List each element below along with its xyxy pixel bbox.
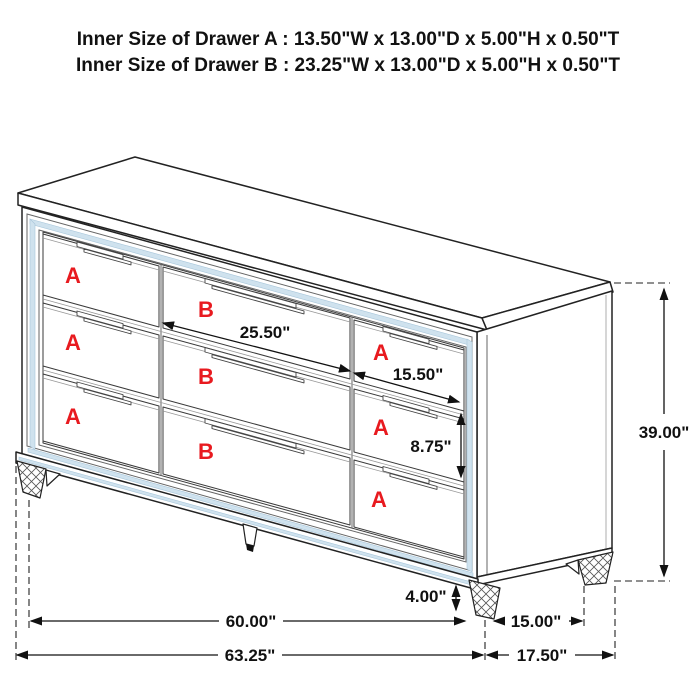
svg-text:15.50": 15.50" bbox=[392, 365, 444, 384]
svg-text:15.00": 15.00" bbox=[510, 612, 562, 631]
dim-depth-leg-span bbox=[494, 612, 582, 631]
blue-inlay-left bbox=[30, 219, 35, 450]
header-note bbox=[76, 29, 620, 76]
dim-overall-height bbox=[639, 289, 690, 576]
svg-text:17.50": 17.50" bbox=[516, 646, 568, 665]
blue-inlay-right bbox=[467, 339, 472, 572]
side-face bbox=[477, 291, 612, 577]
drawer-b-inner-size-text: Inner Size of Drawer B : 23.25"W x 13.00"D x 5.00"H x 0.50"T bbox=[76, 55, 620, 76]
drawer-a-inner-size-text: Inner Size of Drawer A : 13.50"W x 13.00"D x 5.00"H x 0.50"T bbox=[76, 29, 620, 50]
label-drawer-b: B bbox=[198, 364, 214, 389]
dim-overall-depth bbox=[487, 646, 613, 665]
dim-overall-width bbox=[17, 646, 483, 665]
label-drawer-a: A bbox=[65, 330, 81, 355]
svg-text:25.50": 25.50" bbox=[239, 323, 291, 342]
svg-text:8.75": 8.75" bbox=[410, 437, 452, 456]
label-drawer-b: B bbox=[198, 439, 214, 464]
label-drawer-a: A bbox=[65, 404, 81, 429]
dresser-side-panel bbox=[477, 291, 612, 585]
label-drawer-a: A bbox=[65, 263, 81, 288]
label-drawer-a: A bbox=[373, 340, 389, 365]
dim-leg-height bbox=[405, 586, 456, 610]
label-drawer-a: A bbox=[373, 415, 389, 440]
front-middle-leg bbox=[243, 524, 257, 552]
svg-text:60.00": 60.00" bbox=[225, 612, 277, 631]
label-drawer-a: A bbox=[371, 487, 387, 512]
svg-text:4.00": 4.00" bbox=[405, 587, 447, 606]
svg-text:63.25": 63.25" bbox=[224, 646, 276, 665]
label-drawer-b: B bbox=[198, 297, 214, 322]
front-right-leg bbox=[469, 580, 500, 619]
svg-text:39.00": 39.00" bbox=[638, 423, 690, 442]
dim-inner-leg-span-width bbox=[31, 612, 465, 631]
